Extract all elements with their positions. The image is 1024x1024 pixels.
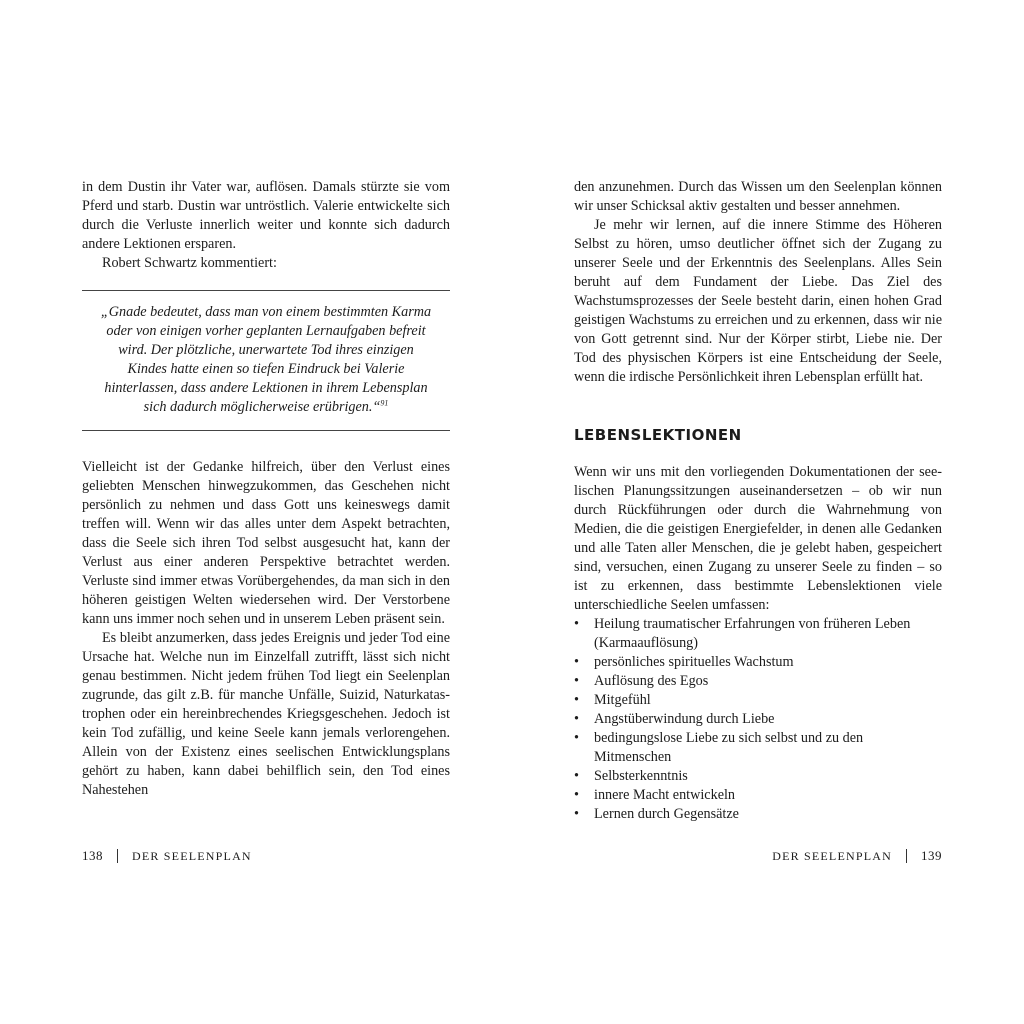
paragraph: Robert Schwartz kommentiert: [102,255,277,271]
paragraph: Wenn wir uns mit den vorliegenden Dokumentationen der seelischen Planungssitzungen auseinandersetzen – ob wir nun durch Rückführungen oder durch die Wahrnehmung von Medien, die die geistigen Energiefelder, in denen alle Gedanken und alle Taten aller Menschen, die je gelebt haben, gespeichert sind, versuchen, einen Zugang zu unserer Seele zu finden – so ist zu erkennen, dass bestimmte Lebenslektionen viele unterschiedliche Seelen umfassen: [574,464,942,613]
paragraph: Je mehr wir lernen, auf die innere Stimme des Höheren Selbst zu hören, umso deutlicher öffnet sich der Zugang zu unserer Seele und der Erkenntnis des Seelenplans. Alles Sein beruht auf dem Fundament der Liebe. Das Ziel des Wachstumsprozesses der Seele besteht darin, einen hohen Grad geistigen Wachstums zu erreichen und zu erkennen, dass wir nie von Gott getrennt sind. Nur der Körper stirbt, Liebe nie. Der Tod des physischen Körpers ist eine Entscheidung der Seele, wenn die irdische Persönlichkeit ihren Lebensplan erfüllt hat. [574,217,942,385]
list-item [574,615,942,653]
list-item-text: persönliches spirituelles Wachstum [594,654,794,670]
paragraph: in dem Dustin ihr Vater war, auflösen. Damals stürzte sie vom Pferd und starb. Dustin war untröstlich. Valerie entwickelte sich durch die Verluste innerlich weiter und konnte sich dadurch andere Lektionen ersparen. [82,179,450,252]
running-title: DER SEELENPLAN [772,848,892,863]
bullet-icon: • [574,711,579,727]
list-item [574,805,942,824]
list-item-text: Mitgefühl [594,692,651,708]
page-number: 138 [82,848,103,863]
footnote-marker: 91 [380,398,389,408]
page-footer [82,848,252,864]
list-item-text: Lernen durch Gegensätze [594,806,739,822]
list-item-text: Angstüberwindung durch Liebe [594,711,775,727]
list-item [574,786,942,805]
footer-divider [117,849,118,863]
paragraph: den anzunehmen. Durch das Wissen um den Seelenplan können wir unser Schicksal aktiv gestalten und besser annehmen. [574,179,942,214]
bullet-icon: • [574,616,579,632]
list-item [574,691,942,710]
list-item [574,672,942,691]
list-item-text: bedingungslose Liebe zu sich selbst und zu den Mitmenschen [594,730,864,765]
left-text-column [82,178,450,800]
right-page [512,0,1024,1024]
bullet-icon: • [574,692,579,708]
bullet-icon: • [574,654,579,670]
running-title: DER SEELENPLAN [132,848,252,863]
list-item [574,729,942,767]
list-item [574,653,942,672]
block-quote [82,290,450,431]
paragraph: Vielleicht ist der Gedanke hilfreich, über den Verlust eines geliebten Menschen hinwegzukommen, das Geschehen nicht persönlich zu nehmen und dass Gott uns keineswegs damit treffen will. Wenn wir das alles unter dem Aspekt betrachten, dass die Seele sich ihren Tod selbst ausgesucht hat, kann der Verlust aus einer anderen Perspektive betrachtet werden. Verluste sind immer etwas Vorübergehendes, da man sich in den höheren geistigen Welten wiedersehen wird. Der Verstorbene kann uns immer noch sehen und in unserem Leben präsent sein. [82,459,450,627]
bullet-icon: • [574,806,579,822]
list-item-text: Selbsterkenntnis [594,768,688,784]
bullet-icon: • [574,787,579,803]
footer-divider [906,849,907,863]
right-text-column [574,178,942,824]
lesson-list [574,615,942,824]
page-footer [772,848,942,864]
quote-text: „Gnade bedeutet, dass man von einem bestimmten Karma oder von einigen vorher geplanten Lernaufgaben befreit wird. Der plötzliche, unerwartete Tod ihres einzigen Kindes hatte einen so tiefen Eindruck bei Valerie hinterlassen, dass andere Lektionen in ihrem Lebensplan sich dadurch möglicherweise erübrigen.“ [100,304,432,415]
list-item-text: innere Macht entwickeln [594,787,736,803]
list-item-text: Heilung traumatischer Erfahrungen von früheren Leben (Karmaauflösung) [594,616,911,651]
bullet-icon: • [574,730,579,746]
page-number: 139 [921,848,942,863]
bullet-icon: • [574,768,579,784]
list-item [574,767,942,786]
paragraph: Es bleibt anzumerken, dass jedes Ereignis und jeder Tod eine Ursache hat. Welche nun im Einzelfall zutrifft, lässt sich nicht genau bestimmen. Nicht jedem frühen Tod liegt ein Seelenplan zugrunde, das gilt z.B. für manche Unfälle, Suizid, Naturkatastrophen oder ein hereinbrechendes Kriegsgeschehen. Jedoch ist kein Tod zufällig, und keine Seele kann jemals verlorengehen. Allein von der Existenz eines seelischen Entwicklungsplans gehört zu haben, kann dabei behilflich sein, den Tod eines Nahestehen [82,630,450,798]
list-item [574,710,942,729]
list-item-text: Auflösung des Egos [594,673,709,689]
bullet-icon: • [574,673,579,689]
section-heading: LEBENSLEKTIONEN [574,426,742,444]
